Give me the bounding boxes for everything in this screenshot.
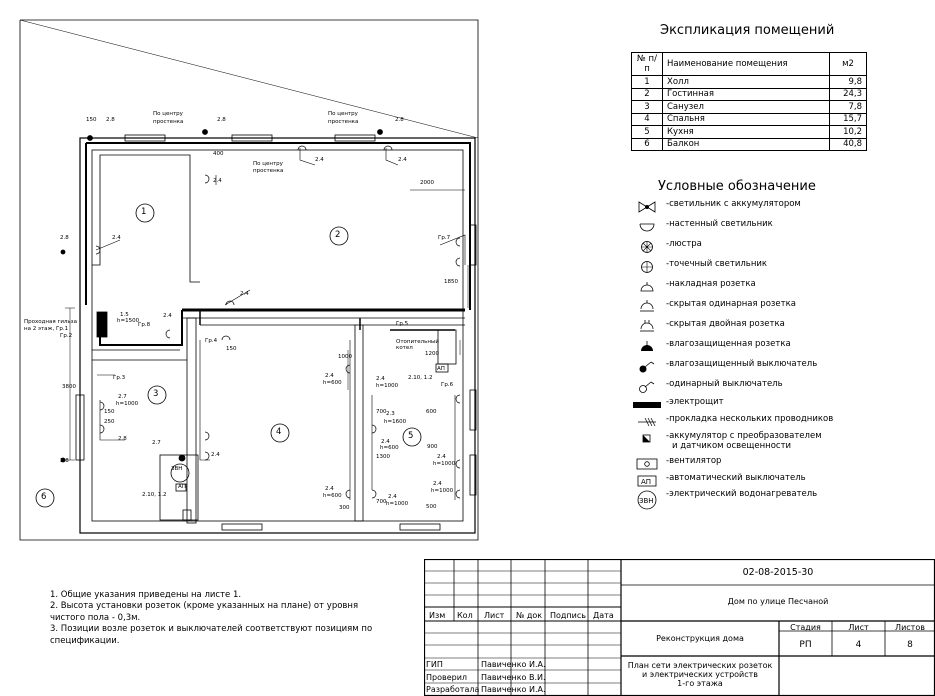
water-heater-icon [632,490,662,510]
legend-item [632,360,817,376]
note: на 2 этаж, Гр.1 [24,326,69,332]
legend-label: -автоматический выключатель [666,473,806,483]
dim: 2.8 [60,235,69,241]
legend-item [632,280,756,296]
window [400,524,440,530]
note: Гр.5 [396,321,409,327]
dim: 3800 [62,384,76,390]
room-num: 4 [632,113,663,126]
wall-lamp-icon [632,220,662,234]
stage-value: РП [799,640,812,650]
legend-item [632,200,801,216]
note: h=1600 [384,419,407,425]
legend-item [632,260,767,276]
dim: 1000 [338,354,352,360]
note-line: 3. Позиции возле розеток и выключателей соответствуют позициям по [50,624,373,635]
header-izm: Изм [429,611,446,620]
legend-item [632,415,833,431]
room-area: 7,8 [830,101,867,114]
dim: 900 [427,444,438,450]
double-socket-icon [632,320,662,334]
person-name: Павиченко В.И. [481,673,546,682]
dim: 2.4 [398,157,407,163]
room-area: 40,8 [830,138,867,151]
legend-item [632,320,785,336]
room-number: 2 [335,230,341,240]
chandelier-icon [632,240,662,254]
note: По центру [153,111,183,117]
header-area: м2 [830,53,867,76]
note: h=1000 [433,461,456,467]
room-area: 15,7 [830,113,867,126]
room-number: 3 [153,389,159,399]
person-name: Павиченко И.А. [481,660,546,669]
legend-label: -скрытая одинарная розетка [666,299,796,309]
dim: 2.8 [217,117,226,123]
room-name: Спальня [663,113,830,126]
room-number: 1 [141,207,147,217]
note: h=1000 [116,401,139,407]
room-num: 3 [632,101,663,114]
dim: 2.8 [118,436,127,442]
switch-icon [632,380,662,394]
legend-label: -влагозащищенный выключатель [666,359,818,369]
dim: 150 [226,346,237,352]
room-num: 2 [632,88,663,101]
breaker-icon [632,474,662,488]
surface-socket-icon [632,280,662,294]
note: простенка [328,119,359,125]
legend-label: -точечный светильник [666,259,768,269]
room-number: 4 [276,427,282,437]
note: По центру [328,111,358,117]
legend-item [632,432,822,456]
note: Гр.6 [441,382,454,388]
note: котел [396,345,413,351]
sheet-value: 4 [855,640,862,650]
legend-label: -электрощит [666,397,724,407]
dim: 400 [213,151,224,157]
dim: 2.4 [211,452,220,458]
dim: 500 [426,504,437,510]
role: ГИП [426,660,443,669]
room-num: 1 [632,76,663,89]
dim: 2.4 [163,313,172,319]
dim: 2.4 [213,178,222,184]
header-podpis: Подпись [550,611,586,620]
note: h=1000 [431,488,454,494]
table-row [632,126,867,139]
dim: 700 [376,409,387,415]
header-name: Наименование помещения [663,53,830,76]
stage-header: Стадия [790,623,821,632]
svg-text:ЗВН: ЗВН [639,497,654,505]
dim: 2.4 [433,481,442,487]
room-num: 6 [632,138,663,151]
legend-label: -светильник с аккумулятором [666,199,801,209]
waterproof-switch-icon [632,360,662,374]
legend-label: -скрытая двойная розетка [666,319,785,329]
legend-item [632,380,783,396]
header-kol: Кол [457,611,473,620]
svg-text:АП: АП [641,478,652,486]
explication-table [631,52,867,151]
dim: 2.4 [112,235,121,241]
dim: 1200 [425,351,439,357]
note: Проходная гильза [24,319,77,325]
dim: 2.8 [60,458,69,464]
legend-item [632,490,817,510]
room-name: Балкон [663,138,830,151]
note: Гр.3 [113,375,126,381]
dim: 2.10, 1.2 [142,492,167,498]
document-code: 02-08-2015-30 [742,567,814,578]
dim: 2.4 [240,291,249,297]
note: h=1000 [386,501,409,507]
dim: 1300 [376,454,390,460]
sheet-title: План сети электрических розеток и электрических устройств 1-го этажа [627,661,773,689]
note: Гр.4 [205,338,218,344]
table-row [632,101,867,114]
dim: 150 [86,117,97,123]
dim: 250 [104,419,115,425]
window [222,524,262,530]
balcony-outline [20,20,478,540]
room-number: 6 [41,492,47,502]
dim: 2000 [420,180,434,186]
legend-label: -влагозащищенная розетка [666,339,791,349]
table-row [632,88,867,101]
legend-label: -люстра [666,239,702,249]
dim: 2.3 [386,411,395,417]
waterproof-socket-icon [632,340,662,354]
note: простенка [253,168,284,174]
legend-label: -аккумулятор с преобразователем и датчиком освещенности [666,431,822,451]
sheet-header: Лист [848,623,869,632]
dim: 2.8 [106,117,115,123]
table-row [632,113,867,126]
legend-label: -накладная розетка [666,279,756,289]
table-row [632,138,867,151]
room-area: 10,2 [830,126,867,139]
work-name: Реконструкция дома [656,634,744,643]
room-num: 5 [632,126,663,139]
dim: 300 [339,505,350,511]
note: Гр.8 [138,322,151,328]
dim: 1850 [444,279,458,285]
legend-item [632,398,724,414]
note-line: чистого пола - 0,3м. [50,612,141,623]
table-row [632,76,867,89]
electrical-panel [97,312,107,337]
legend-item [632,340,791,356]
room-name: Санузел [663,101,830,114]
panel-icon [632,398,662,412]
note: h=1500 [117,318,140,324]
dim: 2.4 [325,373,334,379]
object-name: Дом по улице Песчаной [727,597,829,606]
room-name: Кухня [663,126,830,139]
dim: 2.8 [395,117,404,123]
boiler [438,330,456,364]
dim: 2.4 [437,454,446,460]
note: h=1000 [376,383,399,389]
note: Отопительный [396,339,439,345]
room-name: Холл [663,76,830,89]
spot-lamp-icon [632,260,662,274]
dim: 2.4 [388,494,397,500]
house-inner-wall [92,150,463,521]
dim: 700 [376,499,387,505]
dim: 2.7 [118,394,127,400]
note: h=600 [323,380,342,386]
dim: 2.4 [325,486,334,492]
header-ndok: № док [516,611,543,620]
dim: 600 [426,409,437,415]
legend-item [632,457,721,473]
house-outer-wall [80,138,475,533]
note: АП [178,484,186,490]
dim: 2.7 [152,440,161,446]
header-data: Дата [593,611,614,620]
room-number: 5 [408,431,414,441]
dim: 2.10, 1.2 [408,375,433,381]
legend-item [632,220,773,236]
note: По центру [253,161,283,167]
dim: 2.4 [315,157,324,163]
dim: 150 [104,409,115,415]
accumulator-icon [632,432,662,446]
legend-label: -электрический водонагреватель [666,489,818,499]
note: h=600 [380,445,399,451]
sheets-value: 8 [907,640,913,650]
legend-label: -прокладка нескольких проводников [666,414,834,424]
legend-item [632,240,702,256]
dim: 1.5 [120,312,129,318]
dim: 2.4 [376,376,385,382]
dim: 2.4 [381,439,390,445]
hidden-socket-icon [632,300,662,314]
legend-item [632,300,796,316]
room-area: 24,3 [830,88,867,101]
room-area: 9,8 [830,76,867,89]
note-line: 2. Высота установки розеток (кроме указанных на плане) от уровня [50,601,359,612]
role: Разработала [426,685,480,694]
legend-label: -настенный светильник [666,219,773,229]
room-name: Гостинная [663,88,830,101]
wires-icon [632,415,662,429]
header-list: Лист [484,611,505,620]
title-block [424,559,935,696]
fan-icon [632,457,662,471]
battery-lamp-icon [632,200,662,214]
note: h=600 [323,493,342,499]
legend-label: -вентилятор [666,456,722,466]
explication-title: Экспликация помещений [660,23,835,38]
role: Проверил [426,673,468,682]
note-line: спецификации. [50,635,120,646]
note: АП [437,366,445,372]
person-name: Павиченко И.А. [481,685,546,694]
sheets-header: Листов [895,623,925,632]
note: ЗВН [171,466,183,472]
header-num: № п/п [632,53,663,76]
note: Гр.7 [438,235,451,241]
note: Гр.2 [60,333,73,339]
legend-label: -одинарный выключатель [666,379,783,389]
note: простенка [153,119,184,125]
note-line: 1. Общие указания приведены на листе 1. [50,590,242,600]
legend-item [632,474,806,490]
legend-title: Условные обозначение [658,179,816,194]
general-notes [50,590,390,647]
